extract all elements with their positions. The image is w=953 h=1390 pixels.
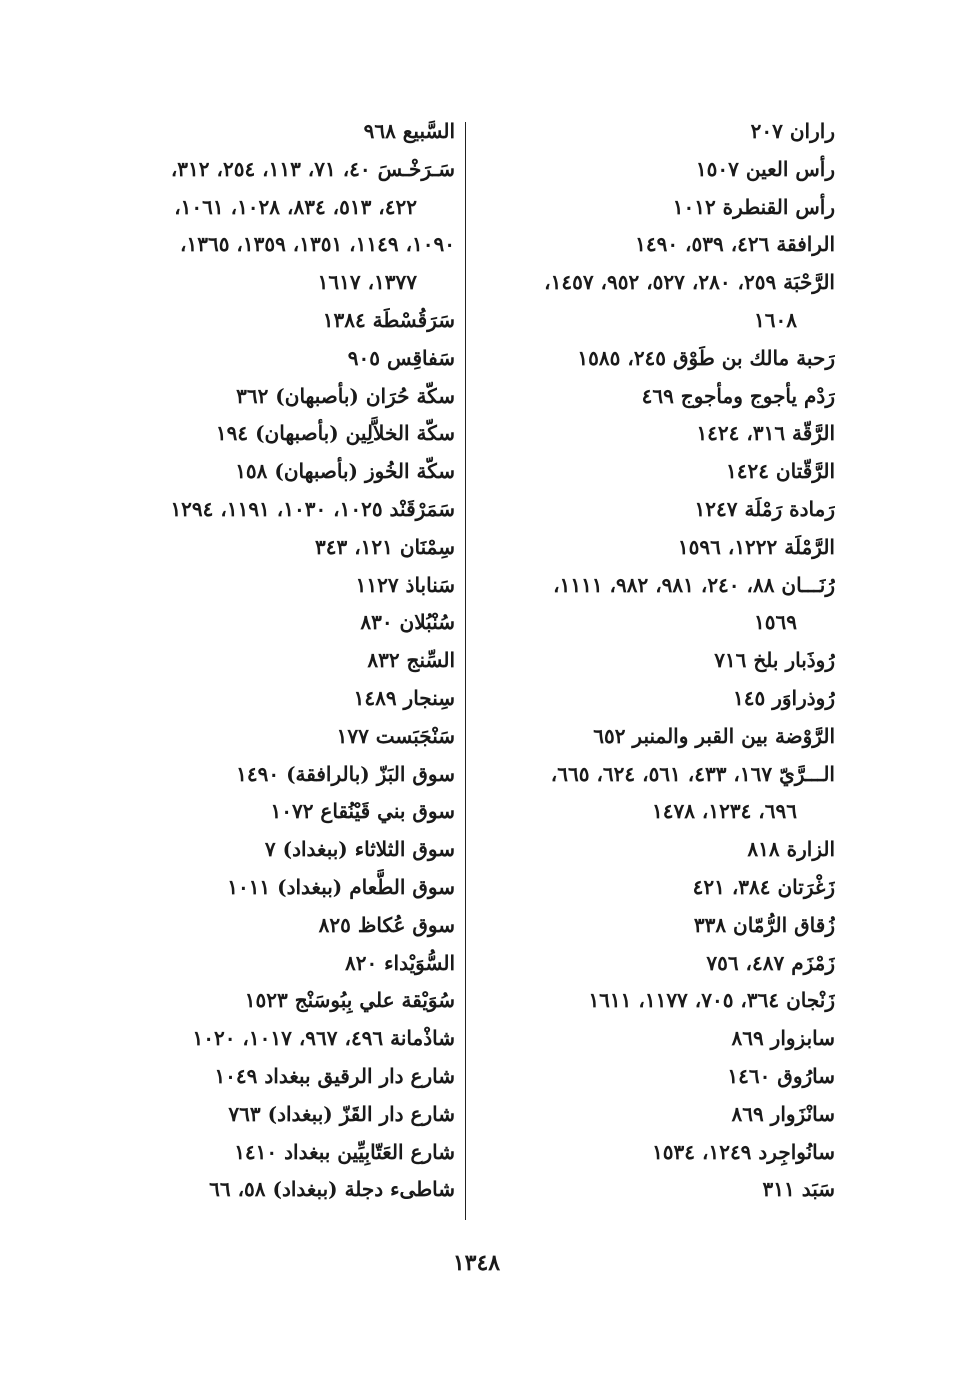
- index-entry: السُّوَيْداء ٨٢٠: [344, 950, 455, 975]
- index-entry: رأس القنطرة ١٠١٢: [672, 194, 835, 219]
- page-number: ١٣٤٨: [452, 1250, 501, 1276]
- index-entry: سَمَرْقَنْد ١٠٢٥، ١٠٣٠، ١١٩١، ١٢٩٤: [170, 496, 455, 521]
- index-entry: الرَّمْلَة ١٢٢٢، ١٥٩٦: [677, 534, 835, 559]
- index-entry: الـــرَّيّ ١٦٧، ٤٣٣، ٥٦١، ٦٢٤، ٦٦٥،: [550, 761, 835, 786]
- index-entry: شارع دار الرقيق ببغداد ١٠٤٩: [214, 1063, 455, 1088]
- right-index-column: [477, 113, 835, 1209]
- index-entry: سَفاقِس ٩٠٥: [347, 345, 455, 370]
- index-entry: سوق بني قَيْنُقاع ١٠٧٢: [270, 799, 455, 824]
- index-entry: سوق الطَّعام (ببغداد) ١٠١١: [227, 874, 455, 899]
- index-entry-continuation: ٤٢٢، ٥١٣، ٨٣٤، ١٠٢٨، ١٠٦١،: [174, 194, 417, 219]
- index-entry: سوق البَزّ (بالرافقة) ١٤٩٠: [236, 761, 455, 786]
- index-entry: رَدْم يأجوج ومأجوج ٤٦٩: [641, 383, 835, 408]
- index-entry: سَـرَخْـسَ ٤٠، ٧١، ١١٣، ٢٥٤، ٣١٢،: [170, 156, 455, 181]
- index-entry-continuation: ١٥٦٩: [754, 610, 797, 635]
- index-entry: شاطىء دجلة (ببغداد) ٥٨، ٦٦: [209, 1177, 455, 1202]
- index-entry: زَمْزَم ٤٨٧، ٧٥٦: [706, 950, 835, 975]
- index-entry: الزارة ٨١٨: [747, 837, 835, 862]
- index-entry: شاذْمانة ٤٩٦، ٩٦٧، ١٠١٧، ١٠٢٠: [192, 1026, 455, 1051]
- index-entry: زَغْرَتان ٣٨٤، ٤٢١: [692, 874, 835, 899]
- index-entry: الرَّحْبَة ٢٥٩، ٢٨٠، ٥٢٧، ٩٥٢، ١٤٥٧،: [544, 270, 835, 295]
- index-entry-continuation: ١٣٧٧، ١٦١٧: [317, 270, 417, 295]
- column-divider: [465, 122, 466, 1220]
- index-entry: رُوذراوَر ١٤٥: [733, 685, 835, 710]
- index-entry: شارع العَتّابِيِّين ببغداد ١٤١٠: [234, 1139, 455, 1164]
- index-entry: سكّة الخلاَّلِين (بأصبهان) ١٩٤: [215, 421, 455, 446]
- index-entry: شارع دار القَزّ (ببغداد) ٧٦٣: [228, 1101, 455, 1126]
- index-entry: رُنَـــان ٨٨، ٢٤٠، ٩٨١، ٩٨٢، ١١١١،: [553, 572, 835, 597]
- index-entry: سارُوق ١٤٦٠: [727, 1063, 835, 1088]
- index-entry: سكّة الخُوز (بأصبهان) ١٥٨: [235, 459, 455, 484]
- index-entry: سانْزَوار ٨٦٩: [731, 1101, 835, 1126]
- index-entry-continuation: ١٠٩٠، ١١٤٩، ١٣٥١، ١٣٥٩، ١٣٦٥،: [180, 232, 455, 257]
- index-entry: سَرَقُسْطَة ١٣٨٤: [322, 307, 455, 332]
- index-entry: الرَّقّتان ١٤٢٤: [726, 459, 835, 484]
- index-entry: رُوذَبار بلخ ٧١٦: [714, 648, 835, 673]
- index-entry-continuation: ١٦٠٨: [754, 307, 797, 332]
- index-entry: سَناباذ ١١٢٧: [355, 572, 455, 597]
- index-entry: الرافقة ٤٢٦، ٥٣٩، ١٤٩٠: [635, 232, 835, 257]
- index-entry: الرَّوْضة بين القبر والمنبر ٦٥٢: [593, 723, 835, 748]
- index-entry-continuation: ٦٩٦، ١٢٣٤، ١٤٧٨: [651, 799, 797, 824]
- index-entry: سَنْجَبَست ١٧٧: [336, 723, 455, 748]
- index-entry: سَبَد ٣١١: [762, 1177, 835, 1202]
- index-entry: سوق عُكاظ ٨٢٥: [318, 912, 455, 937]
- index-entry: رَمادة رَمْلَة ١٢٤٧: [694, 496, 835, 521]
- index-entry: سُنْبُلان ٨٣٠: [360, 610, 455, 635]
- index-entry: زَنْجان ٣٦٤، ٧٠٥، ١١٧٧، ١٦١١: [588, 988, 835, 1013]
- index-entry: سانُواجِرد ١٢٤٩، ١٥٣٤: [652, 1139, 835, 1164]
- index-entry: سوق الثلاثاء (ببغداد) ٧: [264, 837, 455, 862]
- index-entry: سكّة حُرَان (بأصبهان) ٣٦٢: [236, 383, 455, 408]
- index-entry: السِّنج ٨٣٢: [367, 648, 455, 673]
- index-entry: راران ٢٠٧: [750, 119, 835, 143]
- index-entry: رأس العين ١٥٠٧: [695, 156, 835, 181]
- index-entry: الرَّقّة ٣١٦، ١٤٢٤: [696, 421, 835, 446]
- index-entry: سُوَيْقة علي بِبُوسَنْج ١٥٢٣: [244, 988, 455, 1013]
- index-entry: زُقاق الرُّمّان ٣٣٨: [693, 912, 835, 937]
- left-index-column: [95, 113, 455, 1209]
- index-entry: رَحبة مالك بن طَوْق ٢٤٥، ١٥٨٥: [577, 345, 835, 370]
- index-entry: سابزوار ٨٦٩: [731, 1026, 835, 1051]
- index-entry: سِنجار ١٤٨٩: [353, 685, 455, 710]
- index-entry: السَّبيع ٩٦٨: [363, 119, 455, 143]
- index-entry: سِمْنَان ١٢١، ٣٤٣: [315, 534, 455, 559]
